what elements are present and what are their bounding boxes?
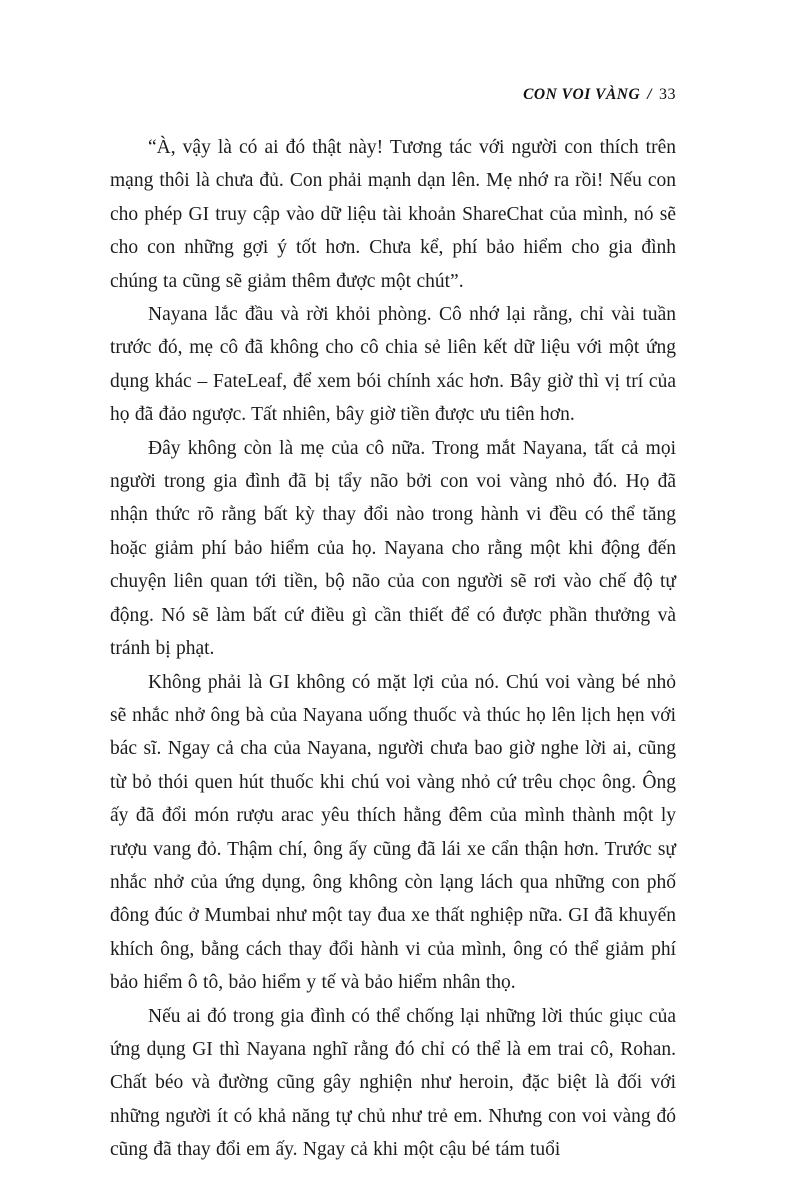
paragraph: “À, vậy là có ai đó thật này! Tương tác với người con thích trên mạng thôi là chưa đủ. Con phải mạnh dạn lên. Mẹ nhớ ra rồi! Nếu con cho phép GI truy cập vào dữ liệu tài khoản ShareChat của mình, nó sẽ cho con những gợi ý tốt hơn. Chưa kể, phí bảo hiểm cho gia đình chúng ta cũng sẽ giảm thêm được một chút”. [110, 137, 676, 292]
running-header-title: CON VOI VÀNG [523, 86, 641, 103]
paragraph: Đây không còn là mẹ của cô nữa. Trong mắt Nayana, tất cả mọi người trong gia đình đã bị tẩy não bởi con voi vàng nhỏ đó. Họ đã nhận thức rõ rằng bất kỳ thay đổi nào trong hành vi đều có thể tăng hoặc giảm phí bảo hiểm của họ. Nayana cho rằng một khi động đến chuyện liên quan tới tiền, bộ não của con người sẽ rơi vào chế độ tự động. Nó sẽ làm bất cứ điều gì cần thiết để có được phần thưởng và tránh bị phạt. [110, 437, 676, 660]
paragraph: Không phải là GI không có mặt lợi của nó. Chú voi vàng bé nhỏ sẽ nhắc nhở ông bà của Nayana uống thuốc và thúc họ lên lịch hẹn với bác sĩ. Ngay cả cha của Nayana, người chưa bao giờ nghe lời ai, cũng từ bỏ thói quen hút thuốc khi chú voi vàng nhỏ cứ trêu chọc ông. Ông ấy đã đổi món rượu arac yêu thích hằng đêm của mình thành một ly rượu vang đỏ. Thậm chí, ông ấy cũng đã lái xe cẩn thận hơn. Trước sự nhắc nhở của ứng dụng, ông không còn lạng lách qua những con phố đông đúc ở Mumbai như một tay đua xe thất nghiệp nữa. GI đã khuyến khích ông, bằng cách thay đổi hành vi của mình, ông có thể giảm phí bảo hiểm ô tô, bảo hiểm y tế và bảo hiểm nhân thọ. [110, 671, 676, 994]
running-header [110, 86, 676, 104]
body-text [110, 131, 676, 1167]
running-header-separator: / [647, 86, 652, 103]
paragraph: Nếu ai đó trong gia đình có thể chống lại những lời thúc giục của ứng dụng GI thì Nayana nghĩ rằng đó chỉ có thể là em trai cô, Rohan. Chất béo và đường cũng gây nghiện như heroin, đặc biệt là đối với những người ít có khả năng tự chủ như trẻ em. Nhưng con voi vàng đó cũng đã thay đổi em ấy. Ngay cả khi một cậu bé tám tuổi [110, 1005, 676, 1161]
paragraph: Nayana lắc đầu và rời khỏi phòng. Cô nhớ lại rằng, chỉ vài tuần trước đó, mẹ cô đã không cho cô chia sẻ liên kết dữ liệu với một ứng dụng khác – FateLeaf, để xem bói chính xác hơn. Bây giờ thì vị trí của họ đã đảo ngược. Tất nhiên, bây giờ tiền được ưu tiên hơn. [110, 304, 676, 426]
page-number: 33 [659, 86, 676, 103]
